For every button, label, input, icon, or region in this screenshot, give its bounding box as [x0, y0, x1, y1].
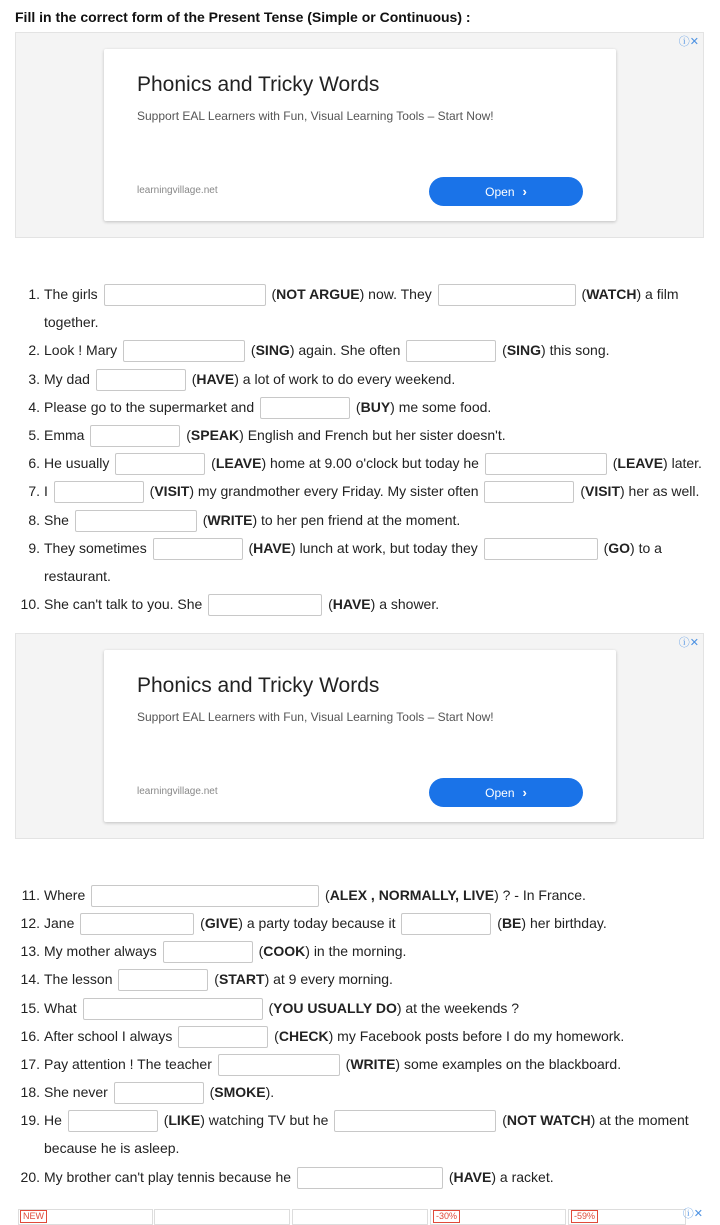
- answer-input[interactable]: [484, 538, 598, 560]
- answer-input[interactable]: [68, 1110, 158, 1132]
- paren: (: [580, 483, 585, 499]
- sentence-text: ).: [265, 1084, 275, 1100]
- sentence-text: ) at 9 every morning.: [264, 971, 393, 987]
- sentence-text: She can't talk to you. She: [44, 596, 203, 612]
- verb-hint: BUY: [360, 399, 391, 415]
- verb-hint: SMOKE: [214, 1084, 266, 1100]
- sentence-text: ) later.: [663, 455, 702, 471]
- exercise-number: 7.: [28, 483, 40, 499]
- verb-hint: HAVE: [253, 540, 292, 556]
- exercise-number: 3.: [28, 371, 40, 387]
- sentence-text: ) a racket.: [491, 1169, 554, 1185]
- bottom-ad-strip[interactable]: [15, 1206, 704, 1222]
- sentence-text: ) my grandmother every Friday. My sister often: [189, 483, 479, 499]
- paren: (: [497, 915, 502, 931]
- paren: (: [163, 1112, 169, 1128]
- ad-description: Support EAL Learners with Fun, Visual Learning Tools – Start Now!: [137, 710, 494, 724]
- answer-input[interactable]: [260, 397, 350, 419]
- sentence-text: ) some examples on the blackboard.: [395, 1056, 622, 1072]
- exercise-number: 20.: [20, 1169, 40, 1185]
- paren: (: [612, 455, 618, 471]
- exercise-number: 14.: [20, 971, 40, 987]
- sentence-text: ) a shower.: [370, 596, 440, 612]
- answer-input[interactable]: [438, 284, 576, 306]
- sentence-text: Jane: [44, 915, 75, 931]
- sentence-text: Where: [44, 887, 86, 903]
- answer-input[interactable]: [123, 340, 245, 362]
- sentence-text: ) in the morning.: [305, 943, 407, 959]
- sentence-text: Emma: [44, 427, 85, 443]
- ad-banner[interactable]: [15, 32, 704, 238]
- sentence-text: What: [44, 1000, 77, 1016]
- paren: (: [149, 483, 155, 499]
- sentence-text: ) her birthday.: [521, 915, 607, 931]
- paren: (: [214, 971, 219, 987]
- answer-input[interactable]: [90, 425, 180, 447]
- exercise-number: 10.: [20, 596, 40, 612]
- ad-banner[interactable]: [15, 633, 704, 839]
- sentence-text: ) at the moment: [590, 1112, 689, 1128]
- paren: (: [191, 371, 197, 387]
- ad-open-button[interactable]: [429, 177, 583, 206]
- verb-hint: BE: [501, 915, 522, 931]
- sentence-text: The girls: [44, 286, 98, 302]
- answer-input[interactable]: [401, 913, 491, 935]
- answer-input[interactable]: [218, 1054, 340, 1076]
- ad-open-label: Open: [485, 785, 515, 800]
- sentence-text: He usually: [44, 455, 110, 471]
- exercise-number: 5.: [28, 427, 40, 443]
- sentence-text: The lesson: [44, 971, 113, 987]
- sentence-continuation: restaurant.: [44, 568, 111, 584]
- ad-open-label: Open: [485, 184, 515, 199]
- answer-input[interactable]: [484, 481, 574, 503]
- answer-input[interactable]: [153, 538, 243, 560]
- verb-hint: ALEX , NORMALLY, LIVE: [329, 887, 495, 903]
- sentence-text: ) her as well.: [620, 483, 700, 499]
- paren: (: [325, 887, 330, 903]
- sentence-text: ) my Facebook posts before I do my homework.: [328, 1028, 625, 1044]
- sentence-continuation: together.: [44, 314, 99, 330]
- ad-card[interactable]: [104, 650, 616, 822]
- paren: (: [209, 1084, 215, 1100]
- sentence-text: ) a lot of work to do every weekend.: [234, 371, 456, 387]
- verb-hint: SPEAK: [190, 427, 240, 443]
- verb-hint: START: [218, 971, 265, 987]
- answer-input[interactable]: [75, 510, 197, 532]
- ad-domain[interactable]: learningvillage.net: [137, 786, 218, 797]
- exercise-number: 9.: [28, 540, 40, 556]
- exercise-number: 1.: [28, 286, 40, 302]
- answer-input[interactable]: [297, 1167, 443, 1189]
- chevron-right-icon: ›: [522, 785, 527, 800]
- ad-product-cell[interactable]: [154, 1209, 290, 1225]
- exercise-number: 16.: [20, 1028, 40, 1044]
- paren: (: [250, 342, 256, 358]
- answer-input[interactable]: [83, 998, 263, 1020]
- ad-open-button[interactable]: [429, 778, 583, 807]
- adchoices-icon[interactable]: ⓘ✕: [682, 1208, 703, 1220]
- answer-input[interactable]: [104, 284, 266, 306]
- verb-hint: WATCH: [586, 286, 637, 302]
- ad-card[interactable]: [104, 49, 616, 221]
- exercise-number: 18.: [20, 1084, 40, 1100]
- paren: (: [345, 1056, 351, 1072]
- verb-hint: VISIT: [154, 483, 190, 499]
- sentence-text: My brother can't play tennis because he: [44, 1169, 292, 1185]
- discount-badge: -59%: [571, 1210, 598, 1223]
- sentence-text: He: [44, 1112, 62, 1128]
- sentence-text: Please go to the supermarket and: [44, 399, 255, 415]
- ad-headline[interactable]: Phonics and Tricky Words: [137, 674, 380, 697]
- verb-hint: CHECK: [278, 1028, 329, 1044]
- sentence-text: ) a party today because it: [238, 915, 396, 931]
- sentence-text: ) at the weekends ?: [396, 1000, 520, 1016]
- paren: (: [202, 512, 208, 528]
- verb-hint: VISIT: [584, 483, 620, 499]
- paren: (: [248, 540, 254, 556]
- verb-hint: LEAVE: [617, 455, 664, 471]
- verb-hint: SING: [506, 342, 542, 358]
- chevron-right-icon: ›: [522, 184, 527, 199]
- verb-hint: HAVE: [196, 371, 235, 387]
- verb-hint: GIVE: [204, 915, 239, 931]
- sentence-text: She: [44, 512, 69, 528]
- answer-input[interactable]: [96, 369, 186, 391]
- paren: (: [186, 427, 191, 443]
- verb-hint: LIKE: [168, 1112, 201, 1128]
- sentence-text: ) home at 9.00 o'clock but today he: [261, 455, 479, 471]
- sentence-text: ) now. They: [359, 286, 432, 302]
- paren: (: [274, 1028, 279, 1044]
- exercise-number: 6.: [28, 455, 40, 471]
- verb-hint: WRITE: [350, 1056, 396, 1072]
- sentence-text: ) ? - In France.: [494, 887, 586, 903]
- new-badge: NEW: [20, 1210, 47, 1223]
- answer-input[interactable]: [485, 453, 607, 475]
- ad-domain[interactable]: learningvillage.net: [137, 185, 218, 196]
- paren: (: [328, 596, 333, 612]
- verb-hint: WRITE: [207, 512, 253, 528]
- sentence-text: After school I always: [44, 1028, 173, 1044]
- sentence-text: Pay attention ! The teacher: [44, 1056, 212, 1072]
- answer-input[interactable]: [115, 453, 205, 475]
- verb-hint: HAVE: [332, 596, 371, 612]
- verb-hint: HAVE: [453, 1169, 492, 1185]
- sentence-text: ) me some food.: [390, 399, 492, 415]
- answer-input[interactable]: [54, 481, 144, 503]
- verb-hint: COOK: [263, 943, 306, 959]
- answer-input[interactable]: [80, 913, 194, 935]
- verb-hint: YOU USUALLY DO: [273, 1000, 397, 1016]
- paren: (: [502, 1112, 507, 1128]
- answer-input[interactable]: [334, 1110, 496, 1132]
- page-title: Fill in the correct form of the Present Tense (Simple or Continuous) :: [15, 9, 471, 25]
- paren: (: [268, 1000, 274, 1016]
- exercise-number: 2.: [28, 342, 40, 358]
- sentence-text: ) lunch at work, but today they: [291, 540, 478, 556]
- adchoices-icon[interactable]: ⓘ✕: [678, 36, 699, 48]
- paren: (: [271, 286, 277, 302]
- paren: (: [502, 342, 507, 358]
- exercise-number: 11.: [21, 887, 40, 903]
- answer-input[interactable]: [91, 885, 319, 907]
- sentence-text: ) to her pen friend at the moment.: [252, 512, 461, 528]
- answer-input[interactable]: [208, 594, 322, 616]
- discount-badge: -30%: [433, 1210, 460, 1223]
- exercise-number: 12.: [20, 915, 40, 931]
- verb-hint: NOT ARGUE: [276, 286, 360, 302]
- answer-input[interactable]: [178, 1026, 268, 1048]
- sentence-text: ) English and French but her sister doesn't.: [239, 427, 506, 443]
- sentence-text: Look ! Mary: [44, 342, 118, 358]
- sentence-text: I: [44, 483, 48, 499]
- ad-headline[interactable]: Phonics and Tricky Words: [137, 73, 380, 96]
- exercise-number: 13.: [20, 943, 40, 959]
- sentence-text: ) to a: [630, 540, 662, 556]
- paren: (: [211, 455, 216, 471]
- sentence-text: She never: [44, 1084, 108, 1100]
- sentence-text: My mother always: [44, 943, 157, 959]
- paren: (: [355, 399, 361, 415]
- answer-input[interactable]: [406, 340, 496, 362]
- paren: (: [200, 915, 205, 931]
- paren: (: [448, 1169, 454, 1185]
- sentence-text: ) a film: [636, 286, 679, 302]
- paren: (: [603, 540, 609, 556]
- sentence-text: ) watching TV but he: [200, 1112, 329, 1128]
- sentence-text: They sometimes: [44, 540, 147, 556]
- answer-input[interactable]: [163, 941, 253, 963]
- sentence-text: My dad: [44, 371, 90, 387]
- sentence-text: ) again. She often: [289, 342, 401, 358]
- ad-product-cell[interactable]: [292, 1209, 428, 1225]
- exercise-number: 17.: [20, 1056, 40, 1072]
- answer-input[interactable]: [118, 969, 208, 991]
- sentence-continuation: because he is asleep.: [44, 1140, 180, 1156]
- verb-hint: GO: [608, 540, 631, 556]
- verb-hint: NOT WATCH: [506, 1112, 591, 1128]
- sentence-text: ) this song.: [541, 342, 610, 358]
- exercise-number: 19.: [20, 1112, 40, 1128]
- exercise-number: 15.: [20, 1000, 40, 1016]
- exercise-number: 4.: [28, 399, 40, 415]
- verb-hint: LEAVE: [215, 455, 262, 471]
- answer-input[interactable]: [114, 1082, 204, 1104]
- ad-description: Support EAL Learners with Fun, Visual Learning Tools – Start Now!: [137, 109, 494, 123]
- paren: (: [581, 286, 587, 302]
- exercise-number: 8.: [28, 512, 40, 528]
- adchoices-icon[interactable]: ⓘ✕: [678, 637, 699, 649]
- verb-hint: SING: [255, 342, 290, 358]
- paren: (: [258, 943, 264, 959]
